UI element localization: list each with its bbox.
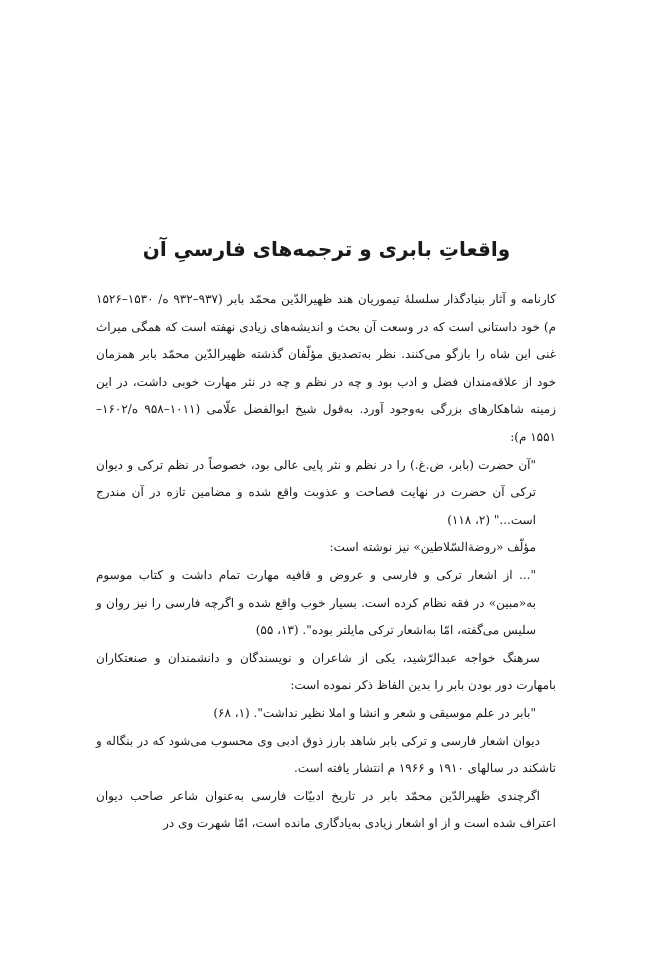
quote-intro-rawzat: مؤلّف «روضةالسّلاطین» نیز نوشته است: [329, 540, 536, 555]
paragraph-intro: کارنامه و آثار بنیادگذار سلسلهٔ تیموریان هند ظهیرالدّین محمّد بابر (۹۳۷–۹۳۲ ه/ ۱۵۳۰–۱۵۲۶ م) خود داستانی است که در وسعت آن بحث و اندیشه‌های زیادی نهفته است که همگی میراث غنی این شاه را بازگو می‌کنند. نظر به‌تصدیق مؤلّفان گذشته ظهیرالدّین محمّد بابر همزمان خود از علاقه‌مندان فضل و ادب بود و چه در نظم و چه در نثر مهارت خوبی داشت، در این زمینه شاهکارهای بزرگی به‌وجود آورد. به‌قول شیخ ابوالفضل علّامی (۱۰۱۱–۹۵۸ ه/۱۶۰۲–۱۵۵۱ م): [96, 292, 556, 444]
quote-abulfazl: "آن حضرت (بابر، ض.غ.) را در نظم و نثر پایی عالی بود، خصوصاً در نظم ترکی و دیوان ترکی آن حضرت در نهایت فصاحت و عذوبت واقع شده و مضامین تازه در آن مندرج است..." (۲، ۱۱۸) [96, 457, 536, 527]
quote-rawzat: "... از اشعار ترکی و فارسی و عروض و قافیه مهارت تمام داشت و کتاب موسوم به«مبین» در فقه نظام کرده است. بسیار خوب واقع شده و اگرچه فارسی را نیز روان و سلیس می‌گفته، امّا به‌اشعار ترکی مایلتر بوده". (۱۳، ۵۵) [96, 567, 536, 638]
body-text [96, 286, 556, 838]
paragraph-divan: دیوان اشعار فارسی و ترکی بابر شاهد بارز ذوق ادبی وی محسوب می‌شود که در بنگاله و تاشکند در سالهای ۱۹۱۰ و ۱۹۶۶ م انتشار یافته است. [96, 733, 556, 776]
page-title: واقعاتِ بابری و ترجمه‌های فارسیِ آن [142, 237, 511, 261]
paragraph-abdulrashid: سرهنگ خواجه عبدالرّشید، یکی از شاعران و نویسندگان و دانشمندان و صنعتکاران بامهارت دور بودن بابر را بدین الفاظ ذکر نموده است: [96, 650, 556, 693]
paragraph-persian-poet: اگرچندی ظهیرالدّین محمّد بابر در تاریخ ادبیّات فارسی به‌عنوان شاعر صاحب دیوان اعتراف شده است و از او اشعار زیادی به‌یادگاری مانده است، امّا شهرت وی در [96, 788, 556, 831]
quote-abdulrashid: "بابر در علم موسیقی و شعر و انشا و املا نظیر نداشت". (۱، ۶۸) [213, 705, 536, 720]
